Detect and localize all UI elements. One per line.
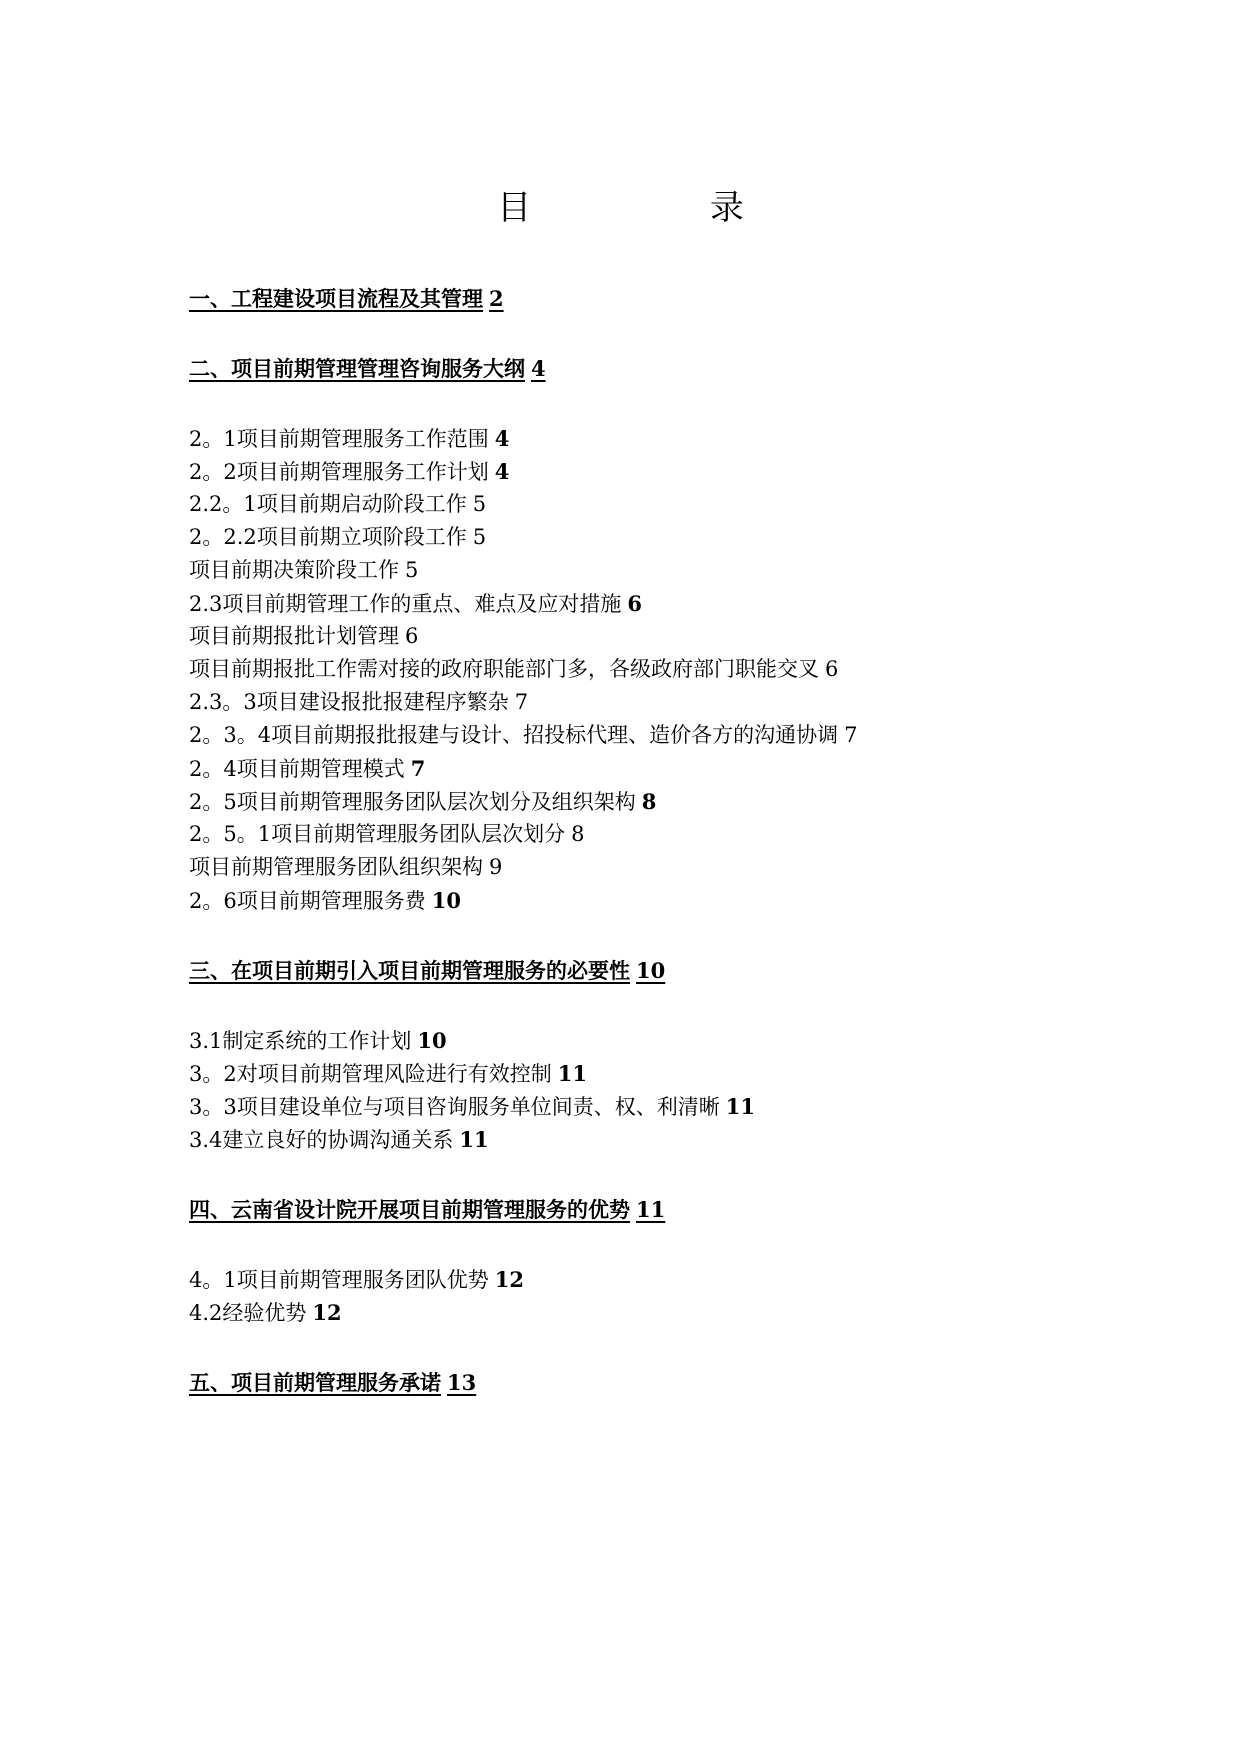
toc-section-heading[interactable]: [189, 954, 1149, 987]
toc-entry-text: 二、项目前期管理管理咨询服务大纲: [189, 356, 525, 381]
toc-entry-text: 3。2对项目前期管理风险进行有效控制: [189, 1062, 552, 1086]
toc-section-heading[interactable]: [189, 1366, 1149, 1399]
toc-entry[interactable]: [189, 785, 1149, 818]
toc-title: 目 录: [497, 188, 828, 228]
toc-entry-text: 3.4建立良好的协调沟通关系: [189, 1128, 454, 1152]
toc-page-number: 4: [494, 426, 510, 451]
toc-entry[interactable]: [189, 554, 1149, 587]
toc-section-heading[interactable]: [189, 1193, 1149, 1226]
toc-page-number: 6: [825, 657, 839, 681]
toc-entry[interactable]: [189, 851, 1149, 884]
toc-entry-text: 2。2项目前期管理服务工作计划: [189, 460, 489, 484]
toc-page-number: 5: [405, 558, 419, 582]
toc-entry-text: 项目前期报批工作需对接的政府职能部门多，各级政府部门职能交叉: [189, 657, 819, 681]
toc-entry[interactable]: [189, 1296, 1149, 1329]
toc-entry-text: 2.2。1项目前期启动阶段工作: [189, 492, 467, 516]
toc-entry-text: 3.1制定系统的工作计划: [189, 1029, 412, 1053]
toc-page-number: 7: [844, 723, 858, 747]
toc-entry[interactable]: [189, 587, 1149, 620]
toc-entry-text: 项目前期管理服务团队组织架构: [189, 855, 483, 879]
toc-page-number: 5: [472, 492, 487, 516]
toc-page-number: 11: [636, 1197, 666, 1222]
toc-entry-text: 一、工程建设项目流程及其管理: [189, 286, 483, 311]
toc-entry-text: 3。3项目建设单位与项目咨询服务单位间责、权、利清晰: [189, 1095, 720, 1119]
toc-entry[interactable]: [189, 488, 1149, 521]
toc-entry-text: 五、项目前期管理服务承诺: [189, 1370, 441, 1395]
toc-page-number: 12: [312, 1300, 342, 1325]
toc-entry[interactable]: [189, 719, 1149, 752]
toc-entry[interactable]: [189, 686, 1149, 719]
toc-entry-text: 2。6项目前期管理服务费: [189, 889, 426, 913]
toc-entry-text: 2。5。1项目前期管理服务团队层次划分: [189, 822, 566, 846]
toc-entry[interactable]: [189, 620, 1149, 653]
toc-section-heading[interactable]: [189, 352, 1149, 385]
toc-entry-text: 4。1项目前期管理服务团队优势: [189, 1268, 489, 1292]
toc-page-number: 6: [405, 624, 419, 648]
toc-entry-text: 三、在项目前期引入项目前期管理服务的必要性: [189, 958, 630, 983]
toc-page-number: 11: [459, 1127, 489, 1152]
toc-list: [189, 282, 1149, 1399]
toc-entry[interactable]: [189, 1263, 1149, 1296]
toc-page-number: 9: [489, 855, 503, 879]
toc-entry[interactable]: [189, 521, 1149, 554]
toc-section-heading[interactable]: [189, 282, 1149, 315]
toc-entry-text: 四、云南省设计院开展项目前期管理服务的优势: [189, 1197, 630, 1222]
toc-entry-text: 2.3。3项目建设报批报建程序繁杂: [189, 690, 509, 714]
toc-page-number: 4: [494, 459, 510, 484]
toc-entry[interactable]: [189, 884, 1149, 917]
toc-page-number: 7: [514, 690, 529, 714]
toc-entry-text: 2。2.2项目前期立项阶段工作: [189, 525, 467, 549]
toc-page-number: 11: [557, 1061, 587, 1086]
toc-entry-text: 2。1项目前期管理服务工作范围: [189, 427, 489, 451]
toc-page-number: 10: [417, 1028, 447, 1053]
toc-page-number: 4: [531, 356, 546, 381]
toc-entry-text: 2。3。4项目前期报批报建与设计、招投标代理、造价各方的沟通协调: [189, 723, 839, 747]
toc-page-number: 13: [447, 1370, 477, 1395]
toc-entry-text: 项目前期报批计划管理: [189, 624, 399, 648]
toc-entry-text: 项目前期决策阶段工作: [189, 558, 399, 582]
toc-page-number: 7: [410, 756, 426, 781]
toc-entry[interactable]: [189, 1057, 1149, 1090]
toc-page-number: 10: [636, 958, 666, 983]
toc-entry[interactable]: [189, 653, 1149, 686]
toc-entry-text: 2.3项目前期管理工作的重点、难点及应对措施: [189, 592, 622, 616]
toc-entry[interactable]: [189, 1024, 1149, 1057]
toc-page-number: 6: [627, 591, 643, 616]
toc-page-number: 8: [641, 789, 657, 814]
toc-page-number: 10: [431, 888, 461, 913]
toc-entry[interactable]: [189, 1090, 1149, 1123]
toc-page-number: 11: [725, 1094, 755, 1119]
toc-entry[interactable]: [189, 752, 1149, 785]
toc-entry[interactable]: [189, 455, 1149, 488]
toc-entry[interactable]: [189, 1123, 1149, 1156]
toc-entry[interactable]: [189, 818, 1149, 851]
toc-entry[interactable]: [189, 422, 1149, 455]
toc-entry-text: 2。4项目前期管理模式: [189, 757, 405, 781]
toc-page-number: 2: [489, 286, 504, 311]
toc-page-number: 12: [494, 1267, 524, 1292]
toc-entry-text: 2。5项目前期管理服务团队层次划分及组织架构: [189, 790, 636, 814]
toc-entry-text: 4.2经验优势: [189, 1301, 307, 1325]
toc-page-number: 5: [472, 525, 487, 549]
toc-page-number: 8: [571, 822, 585, 846]
